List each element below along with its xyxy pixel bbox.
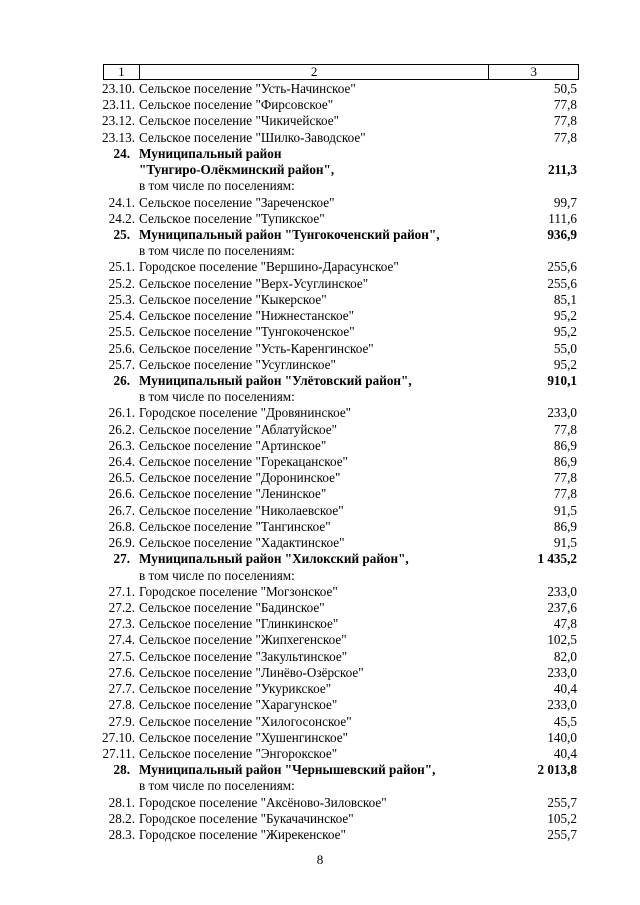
row-name: в том числе по поселениям:: [139, 243, 295, 259]
row-val: 55,0: [553, 340, 577, 356]
row-name: Муниципальный район "Улётовский район",: [139, 372, 412, 388]
row-val: 237,6: [547, 600, 577, 615]
table-row: [0, 746, 640, 762]
table-row: [0, 259, 640, 275]
table-row: [0, 341, 640, 357]
row-val: 40,4: [553, 745, 577, 761]
row-num: 25.3.: [108, 291, 135, 307]
table-row: [0, 778, 640, 794]
row-name: Сельское поселение "Усть-Начинское": [139, 81, 356, 96]
row-num: 23.10.: [102, 81, 135, 96]
row-name: Сельское поселение "Николаевское": [139, 502, 344, 518]
row-name: "Тунгиро-Олёкминский район",: [139, 162, 335, 178]
row-val: 45,5: [553, 713, 577, 729]
row-val: 77,8: [553, 113, 577, 129]
row-name: Сельское поселение "Горекацанское": [139, 454, 348, 470]
row-num: 25.2.: [108, 275, 135, 291]
table-row: [0, 422, 640, 438]
row-val: 1 435,2: [537, 551, 577, 567]
row-val: 82,0: [553, 648, 577, 664]
table-row: [0, 519, 640, 535]
row-name: Сельское поселение "Усть-Каренгинское": [139, 340, 374, 356]
row-num: 28.3.: [108, 827, 135, 843]
row-name: Городское поселение "Могзонское": [139, 583, 338, 599]
row-val: 102,5: [547, 632, 577, 648]
row-val: 910,1: [547, 372, 577, 388]
row-val: 85,1: [553, 291, 577, 307]
row-val: 140,0: [547, 729, 577, 745]
table-row: [0, 795, 640, 811]
row-num: 25.4.: [108, 308, 135, 324]
table-row: [0, 308, 640, 324]
row-name: Сельское поселение "Линёво-Озёрское": [139, 664, 364, 680]
row-val: 77,8: [553, 421, 577, 437]
table-row: [0, 551, 640, 567]
table-row: [0, 162, 640, 178]
table-body: [0, 81, 640, 843]
table-row: [0, 486, 640, 502]
header-col-3: 3: [488, 65, 578, 79]
row-name: Сельское поселение "Жипхегенское": [139, 632, 347, 648]
row-num: 27.6.: [108, 664, 135, 680]
row-name: Сельское поселение "Харагунское": [139, 697, 338, 713]
row-num: 26.1.: [108, 405, 135, 421]
row-name: Сельское поселение "Хадактинское": [139, 535, 345, 551]
table-row: [0, 211, 640, 227]
row-name: Сельское поселение "Хилогосонское": [139, 713, 352, 729]
row-name: Сельское поселение "Фирсовское": [139, 97, 334, 113]
row-name: Сельское поселение "Шилко-Заводское": [139, 129, 366, 145]
table-row: [0, 762, 640, 778]
row-num: 26.7.: [108, 502, 135, 518]
row-val: 77,8: [553, 129, 577, 145]
table-row: [0, 97, 640, 113]
row-val: 255,7: [547, 827, 577, 843]
table-row: [0, 470, 640, 486]
table-row: [0, 113, 640, 129]
table-row: [0, 146, 640, 162]
row-num: 24.1.: [108, 194, 135, 210]
row-name: Сельское поселение "Тупикское": [139, 210, 325, 226]
row-val: 77,8: [553, 486, 577, 502]
row-name: Сельское поселение "Хушенгинское": [139, 729, 348, 745]
table-row: [0, 714, 640, 730]
row-num: 26.8.: [108, 518, 135, 534]
row-name: Сельское поселение "Глинкинское": [139, 616, 339, 632]
row-name: Сельское поселение "Бадинское": [139, 600, 325, 615]
row-name: в том числе по поселениям:: [139, 778, 295, 794]
row-num: 23.13.: [102, 129, 135, 145]
table-row: [0, 130, 640, 146]
row-num: 27.5.: [108, 648, 135, 664]
row-name: Городское поселение "Жирекенское": [139, 827, 346, 843]
row-name: Сельское поселение "Укурикское": [139, 681, 332, 697]
row-val: 255,6: [547, 259, 577, 275]
table-row: [0, 227, 640, 243]
row-num: 25.1.: [108, 259, 135, 275]
row-name: в том числе по поселениям:: [139, 178, 295, 194]
table-row: [0, 324, 640, 340]
row-val: 86,9: [553, 454, 577, 470]
row-num: 27.4.: [108, 632, 135, 648]
header-col-1: 1: [118, 64, 125, 79]
row-num: 27.11.: [102, 745, 135, 761]
row-num: 26.6.: [108, 486, 135, 502]
row-name: Сельское поселение "Ленинское": [139, 486, 327, 502]
row-name: Городское поселение "Букачачинское": [139, 810, 354, 826]
row-num: 25.6.: [108, 340, 135, 356]
row-name: в том числе по поселениям:: [139, 389, 295, 405]
row-val: 2 013,8: [537, 762, 577, 778]
row-name: Сельское поселение "Зареченское": [139, 194, 335, 210]
table-row: [0, 827, 640, 843]
row-name: Муниципальный район: [139, 145, 282, 161]
table-row: [0, 438, 640, 454]
row-num: 27.3.: [108, 616, 135, 632]
row-val: 233,0: [547, 583, 577, 599]
table-row: [0, 681, 640, 697]
table-row: [0, 389, 640, 405]
table-row: [0, 454, 640, 470]
row-val: 95,2: [553, 308, 577, 324]
row-val: 233,0: [547, 664, 577, 680]
row-num: 26.: [113, 372, 130, 388]
row-num: 23.12.: [102, 113, 135, 129]
table-header: [103, 64, 579, 80]
row-num: 25.7.: [108, 356, 135, 372]
row-val: 99,7: [553, 194, 577, 210]
row-val: 936,9: [547, 226, 577, 242]
row-num: 24.: [113, 145, 130, 161]
row-name: Сельское поселение "Нижнестанское": [139, 308, 355, 324]
row-name: Городское поселение "Вершино-Дарасунское": [139, 259, 399, 275]
row-val: 233,0: [547, 697, 577, 713]
table-row: [0, 535, 640, 551]
row-val: 40,4: [553, 681, 577, 697]
table-row: [0, 357, 640, 373]
row-num: 26.5.: [108, 470, 135, 486]
row-val: 111,6: [548, 210, 577, 226]
row-num: 27.2.: [108, 600, 135, 615]
row-name: Сельское поселение "Аблатуйское": [139, 421, 337, 437]
table-row: [0, 276, 640, 292]
row-val: 86,9: [553, 437, 577, 453]
row-num: 24.2.: [108, 210, 135, 226]
table-row: [0, 632, 640, 648]
row-val: 95,2: [553, 324, 577, 340]
row-name: Сельское поселение "Кыкерское": [139, 291, 327, 307]
row-name: Муниципальный район "Чернышевский район",: [139, 762, 436, 778]
header-col-2: 2: [139, 65, 489, 79]
row-name: Сельское поселение "Энгорокское": [139, 745, 338, 761]
row-num: 27.: [113, 551, 130, 567]
row-num: 28.2.: [108, 810, 135, 826]
table-row: [0, 178, 640, 194]
table-row: [0, 243, 640, 259]
table-row: [0, 730, 640, 746]
row-name: Сельское поселение "Тангинское": [139, 518, 331, 534]
row-val: 86,9: [553, 518, 577, 534]
row-name: Сельское поселение "Доронинское": [139, 470, 341, 486]
row-val: 255,7: [547, 794, 577, 810]
row-num: 27.8.: [108, 697, 135, 713]
row-name: Сельское поселение "Закультинское": [139, 648, 348, 664]
table-row: [0, 811, 640, 827]
row-num: 27.10.: [102, 729, 135, 745]
table-row: [0, 568, 640, 584]
row-val: 91,5: [553, 502, 577, 518]
row-val: 95,2: [553, 356, 577, 372]
row-num: 23.11.: [102, 97, 135, 113]
row-name: Городское поселение "Аксёново-Зиловское": [139, 794, 387, 810]
row-val: 77,8: [553, 97, 577, 113]
row-name: Сельское поселение "Усуглинское": [139, 356, 336, 372]
row-num: 28.1.: [108, 794, 135, 810]
row-name: Сельское поселение "Артинское": [139, 437, 327, 453]
table-row: [0, 665, 640, 681]
row-name: Муниципальный район "Хилокский район",: [139, 551, 409, 567]
row-name: Городское поселение "Дровянинское": [139, 405, 352, 421]
row-num: 25.5.: [108, 324, 135, 340]
row-val: 255,6: [547, 275, 577, 291]
row-num: 26.4.: [108, 454, 135, 470]
table-row: [0, 616, 640, 632]
row-val: 47,8: [553, 616, 577, 632]
table-row: [0, 600, 640, 616]
row-val: 211,3: [548, 162, 577, 178]
table-row: [0, 373, 640, 389]
table-row: [0, 503, 640, 519]
table-row: [0, 292, 640, 308]
row-val: 77,8: [553, 470, 577, 486]
table-row: [0, 649, 640, 665]
row-val: 233,0: [547, 405, 577, 421]
row-val: 105,2: [547, 810, 577, 826]
table-row: [0, 697, 640, 713]
row-num: 28.: [113, 762, 130, 778]
table-row: [0, 195, 640, 211]
row-val: 91,5: [553, 535, 577, 551]
row-num: 25.: [113, 226, 130, 242]
page-number: 8: [316, 852, 324, 867]
row-val: 50,5: [553, 81, 577, 96]
table-row: [0, 584, 640, 600]
row-name: Сельское поселение "Верх-Усуглинское": [139, 275, 369, 291]
row-num: 26.2.: [108, 421, 135, 437]
row-num: 27.7.: [108, 681, 135, 697]
row-name: Сельское поселение "Тунгокоченское": [139, 324, 355, 340]
row-num: 27.9.: [108, 713, 135, 729]
table-row: [0, 405, 640, 421]
row-num: 26.9.: [108, 535, 135, 551]
row-num: 26.3.: [108, 437, 135, 453]
row-name: Муниципальный район "Тунгокоченский район",: [139, 226, 440, 242]
row-name: Сельское поселение "Чикичейское": [139, 113, 340, 129]
row-name: в том числе по поселениям:: [139, 567, 295, 583]
row-num: 27.1.: [108, 583, 135, 599]
table-row: [0, 81, 640, 97]
